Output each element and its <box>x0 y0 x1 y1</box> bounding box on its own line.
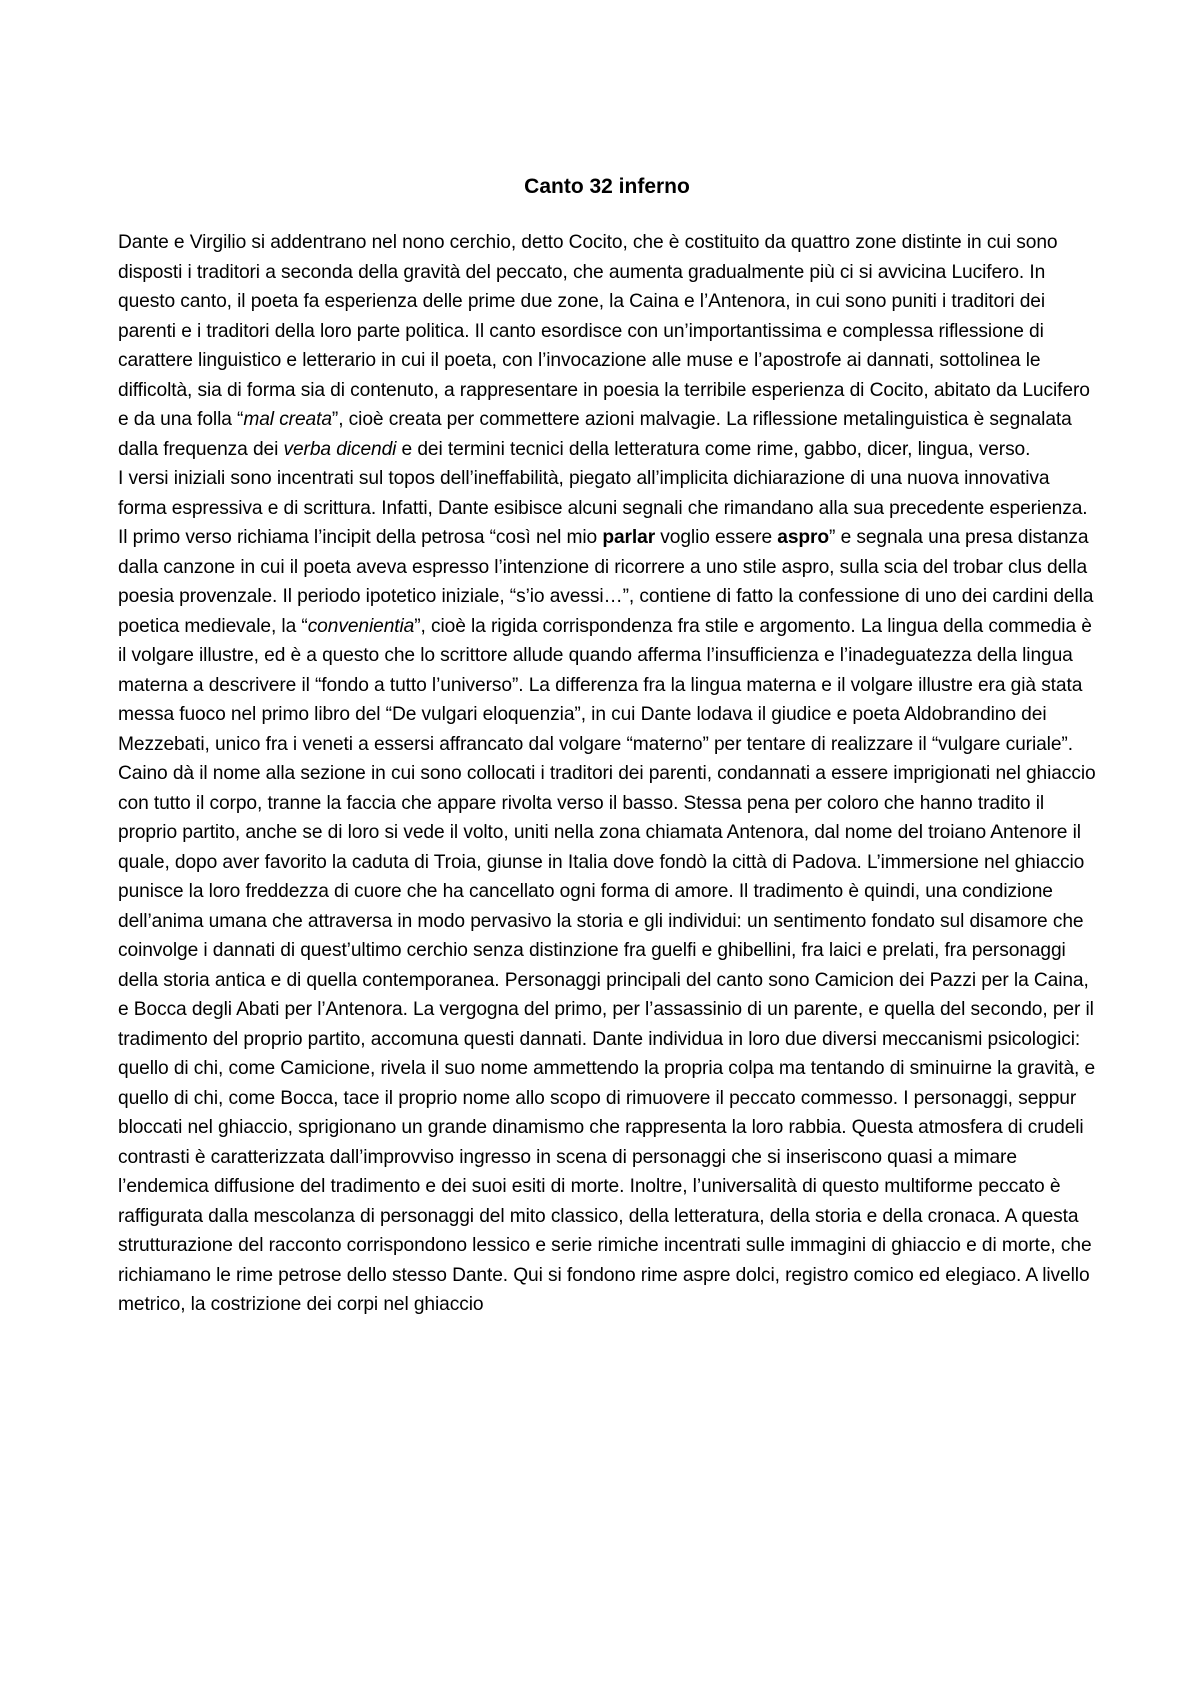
paragraph-text: ” e segnala una presa distanza dalla canzone in cui il poeta aveva espresso l’intenzione di ricorrere a uno stile aspro, sulla scia del trobar clus della poesia provenzale. Il periodo ipotetico iniziale, “s’io avessi…”, contiene di fatto la confessione di uno dei cardini della poetica medievale, la “ <box>118 527 1094 637</box>
paragraph-text: ”, cioè la rigida corrispondenza fra stile e argomento. La lingua della commedia è il volgare illustre, ed è a questo che lo scrittore allude quando afferma l’insufficienza e l’inadeguatezza della lingua materna a descrivere il “fondo a tutto l’universo”. La differenza fra la lingua materna e il volgare illustre era già stata messa fuoco nel primo libro del “De vulgari eloquenzia”, in cui Dante lodava il giudice e poeta Aldobrandino dei Mezzebati, unico fra i veneti a essersi affrancato dal volgare “materno” per tentare di realizzare il “vulgare curiale”. <box>118 615 1092 755</box>
italic-text: mal creata <box>243 409 332 430</box>
paragraph-2 <box>118 464 1096 759</box>
paragraph-text: Dante e Virgilio si addentrano nel nono cerchio, detto Cocito, che è costituito da quattro zone distinte in cui sono disposti i traditori a seconda della gravità del peccato, che aumenta gradualmente più ci si avvicina Lucifero. In questo canto, il poeta fa esperienza delle prime due zone, la Caina e l’Antenora, in cui sono puniti i traditori dei parenti e i traditori della loro parte politica. Il canto esordisce con un’importantissima e complessa riflessione di carattere linguistico e letterario in cui il poeta, con l’invocazione alle muse e l’apostrofe ai dannati, sottolinea le difficoltà, sia di forma sia di contenuto, a rappresentare in poesia la terribile esperienza di Cocito, abitato da Lucifero e da una folla “ <box>118 232 1090 430</box>
document-page <box>118 172 1096 1320</box>
document-body <box>118 228 1096 1320</box>
paragraph-3 <box>118 759 1096 1320</box>
paragraph-text: ”, cioè creata per commettere azioni malvagie. La riflessione metalinguistica è segnalata dalla frequenza dei <box>118 409 1072 460</box>
paragraph-text: e dei termini tecnici della letteratura come rime, gabbo, dicer, lingua, verso. <box>396 438 1031 460</box>
document-title: Canto 32 inferno <box>524 175 690 198</box>
italic-text: verba dicendi <box>283 438 397 460</box>
italic-text: convenientia <box>307 615 415 637</box>
paragraph-1 <box>118 228 1096 464</box>
paragraph-text: Caino dà il nome alla sezione in cui sono collocati i traditori dei parenti, condannati a essere imprigionati nel ghiaccio con tutto il corpo, tranne la faccia che appare rivolta verso il basso. Stessa pena per coloro che hanno tradito il proprio partito, anche se di loro si vede il volto, uniti nella zona chiamata Antenora, dal nome del troiano Antenore il quale, dopo aver favorito la caduta di Troia, giunse in Italia dove fondò la città di Padova. L’immersione nel ghiaccio punisce la loro freddezza di cuore che ha cancellato ogni forma di amore. Il tradimento è quindi, una condizione dell’anima umana che attraversa in modo pervasivo la storia e gli individui: un sentimento fondato sul disamore che coinvolge i dannati di quest’ultimo cerchio senza distinzione fra guelfi e ghibellini, fra laici e prelati, fra personaggi della storia antica e di quella contemporanea. Personaggi principali del canto sono Camicion dei Pazzi per la Caina, e Bocca degli Abati per l’Antenora. La vergogna del primo, per l’assassinio di un parente, e quella del secondo, per il tradimento del proprio partito, accomuna questi dannati. Dante individua in loro due diversi meccanismi psicologici: quello di chi, come Camicione, rivela il suo nome ammettendo la propria colpa ma tentando di sminuirne la gravità, e quello di chi, come Bocca, tace il proprio nome allo scopo di rimuovere il peccato commesso. I personaggi, seppur bloccati nel ghiaccio, sprigionano un grande dinamismo che rappresenta la loro rabbia. Questa atmosfera di crudeli contrasti è caratterizzata dall’improvviso ingresso in scena di personaggi che si inseriscono quasi a mimare l’endemica diffusione del tradimento e dei suoi esiti di morte. Inoltre, l’universalità di questo multiforme peccato è raffigurata dalla mescolanza di personaggi del mito classico, della letteratura, della storia e della cronaca. A questa strutturazione del racconto corrispondono lessico e serie rimiche incentrati sulle immagini di ghiaccio e di morte, che richiamano le rime petrose dello stesso Dante. Qui si fondono rime aspre dolci, registro comico ed elegiaco. A livello metrico, la costrizione dei corpi nel ghiaccio <box>118 763 1096 1315</box>
bold-text: parlar <box>602 527 656 548</box>
paragraph-text: voglio essere <box>655 527 778 548</box>
bold-text: aspro <box>777 527 830 548</box>
paragraph-text: I versi iniziali sono incentrati sul topos dell’ineffabilità, piegato all’implicita dichiarazione di una nuova innovativa forma espressiva e di scrittura. Infatti, Dante esibisce alcuni segnali che rimandano alla sua precedente esperienza. Il primo verso richiama l’incipit della petrosa “così nel mio <box>118 468 1088 548</box>
